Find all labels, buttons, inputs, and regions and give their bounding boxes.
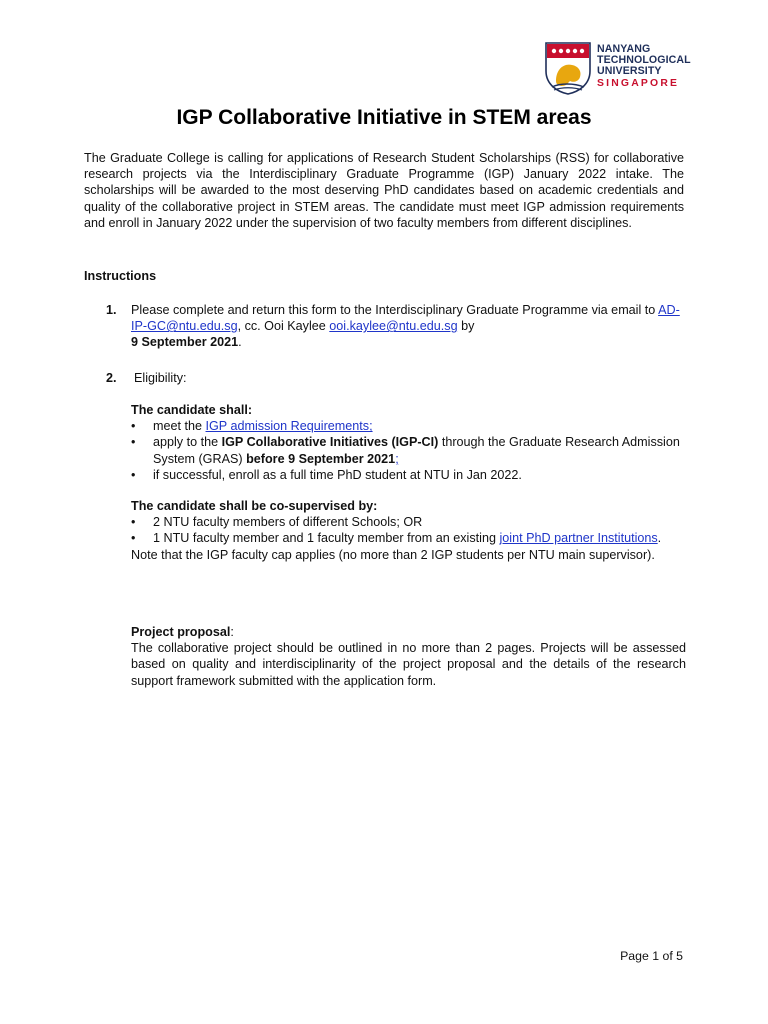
gras-link[interactable]: ;: [395, 451, 399, 466]
item-2-number: 2.: [106, 371, 117, 385]
page-number: Page 1 of 5: [620, 949, 683, 963]
logo-line-4: SINGAPORE: [597, 77, 680, 89]
list-item-deadline: before 9 September 2021: [246, 451, 396, 466]
list-item-text: meet the: [153, 419, 206, 434]
proposal-section: [131, 624, 686, 689]
list-item-bold: IGP Collaborative Initiatives (IGP-CI): [221, 435, 439, 450]
proposal-colon: :: [230, 625, 234, 639]
list-item: [131, 530, 686, 546]
faculty-cap-note: Note that the IGP faculty cap applies (no more than 2 IGP students per NTU main supervisor).: [131, 547, 655, 562]
logo-line-1: NANYANG: [597, 43, 651, 55]
instructions-heading: Instructions: [84, 269, 157, 283]
list-item: [131, 418, 686, 434]
item-1-text-a: Please complete and return this form to the Interdisciplinary Graduate Programme via email to: [131, 303, 659, 317]
ntu-crest-icon: [544, 41, 592, 95]
email-ooi-kaylee-link[interactable]: ooi.kaylee@ntu.edu.sg: [329, 319, 458, 334]
item-2-label: Eligibility:: [134, 371, 187, 385]
ntu-logo: [544, 41, 694, 97]
logo-wordmark: [597, 44, 691, 89]
item-1-number: 1.: [106, 303, 117, 317]
cosupervision-heading: The candidate shall be co-supervised by:: [131, 499, 378, 513]
logo-line-2: TECHNOLOGICAL: [597, 54, 691, 67]
list-item-text: .: [657, 531, 662, 546]
proposal-heading: Project proposal: [131, 625, 231, 639]
intro-paragraph: The Graduate College is calling for applications of Research Student Scholarships (RSS) for collaborative research projects via the Interdisciplinary Graduate Programme (IGP) January 2022 intake. The scholarships will be awarded to the most deserving PhD candidates based on academic credentials and quality of the collaborative project in STEM areas. The candidate must meet IGP admission requirements and enroll in January 2022 under the supervision of two faculty members from different disciplines.: [84, 151, 684, 230]
list-item: • 2 NTU faculty members of different Schools; OR: [131, 514, 686, 530]
candidate-section: [131, 402, 686, 483]
list-item: [131, 434, 686, 466]
page-title: IGP Collaborative Initiative in STEM areas: [176, 106, 592, 129]
list-item-text: 1 NTU faculty member and 1 faculty member from an existing: [153, 531, 500, 546]
cosupervision-section: [131, 498, 686, 563]
candidate-heading: The candidate shall:: [131, 403, 253, 417]
igp-admission-requirements-link[interactable]: IGP admission Requirements;: [205, 419, 373, 434]
cosupervision-list: [131, 514, 686, 546]
list-item-text: apply to the: [153, 435, 222, 450]
item-1-text-c: by: [457, 319, 475, 334]
item-1-text-b: , cc. Ooi Kaylee: [237, 319, 330, 334]
candidate-list: [131, 418, 686, 483]
item-1-text: [131, 302, 691, 351]
item-1-deadline: 9 September 2021: [131, 335, 239, 350]
email-ad-ip-gc-link[interactable]: AD-IP-GC@ntu.edu.sg: [131, 303, 680, 334]
logo-line-3: UNIVERSITY: [597, 65, 662, 78]
list-item-text: through the Graduate Research Admission System (GRAS): [153, 435, 680, 466]
list-item: • if successful, enroll as a full time PhD student at NTU in Jan 2022.: [131, 467, 686, 483]
joint-phd-partner-link[interactable]: joint PhD partner Institutions: [499, 531, 658, 546]
item-1-text-d: .: [238, 335, 242, 350]
proposal-text: The collaborative project should be outlined in no more than 2 pages. Projects will be assessed based on quality and interdisciplinarity of the project proposal and the details of the research support framework submitted with the application form.: [131, 641, 686, 688]
